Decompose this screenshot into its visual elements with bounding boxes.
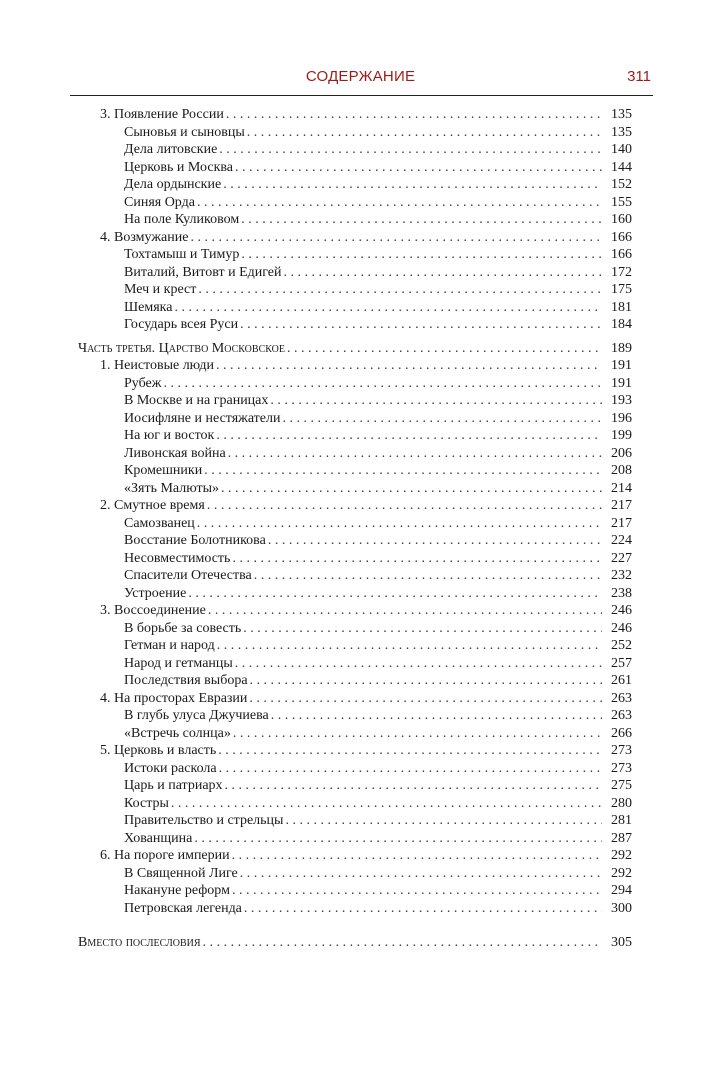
- toc-chapter-entry[interactable]: [0, 742, 632, 760]
- toc-entry-title: Гетман и народ: [124, 638, 215, 653]
- toc-dot-leader: [188, 585, 602, 603]
- toc-entry-title: В Москве и на границах: [124, 393, 269, 408]
- toc-part-entry[interactable]: [0, 934, 632, 952]
- toc-entry-title: На юг и восток: [124, 428, 215, 443]
- toc-entry-title: В Священной Лиге: [124, 865, 238, 881]
- toc-subsection-entry[interactable]: [0, 865, 632, 883]
- toc-entry-page: 227: [611, 550, 632, 566]
- toc-dot-leader: [221, 480, 602, 498]
- toc-chapter-entry[interactable]: [0, 497, 632, 515]
- toc-entry-title: Церковь и Москва: [124, 159, 234, 175]
- toc-subsection-entry[interactable]: [0, 637, 632, 655]
- toc-dot-leader: [216, 427, 602, 445]
- toc-dot-leader: [232, 847, 602, 865]
- toc-entry-title: Царь и патриарх: [124, 778, 223, 793]
- toc-chapter-entry[interactable]: [0, 602, 632, 620]
- toc-dot-leader: [190, 229, 602, 247]
- toc-entry-page: 292: [611, 865, 632, 881]
- toc-entry-page: 273: [611, 760, 632, 776]
- toc-entry-page: 263: [611, 708, 632, 723]
- toc-entry-page: 263: [611, 690, 632, 706]
- toc-dot-leader: [240, 316, 602, 334]
- toc-dot-leader: [174, 299, 602, 317]
- toc-dot-leader: [198, 281, 602, 299]
- toc-entry-page: 144: [611, 159, 632, 175]
- toc-part-entry[interactable]: [0, 340, 632, 358]
- toc-entry-page: 135: [611, 107, 632, 122]
- toc-subsection-entry[interactable]: [0, 812, 632, 830]
- toc-entry-page: 206: [611, 445, 632, 461]
- toc-dot-leader: [271, 707, 602, 725]
- toc-subsection-entry[interactable]: [0, 211, 632, 229]
- toc-entry-page: 273: [611, 743, 632, 758]
- toc-entry-page: 280: [611, 795, 632, 811]
- toc-subsection-entry[interactable]: [0, 264, 632, 282]
- toc-entry-title: Накануне реформ: [124, 883, 230, 898]
- toc-entry-page: 196: [611, 410, 632, 426]
- toc-entry-title: «Зять Малюты»: [124, 480, 220, 496]
- toc-dot-leader: [204, 462, 602, 480]
- toc-dot-leader: [284, 264, 603, 282]
- toc-subsection-entry[interactable]: [0, 316, 632, 334]
- page-number: 311: [627, 68, 651, 85]
- toc-entry-page: 208: [611, 463, 632, 478]
- running-header-title: СОДЕРЖАНИЕ: [305, 68, 416, 85]
- toc-subsection-entry[interactable]: [0, 462, 632, 480]
- toc-entry-page: 175: [611, 282, 632, 297]
- toc-dot-leader: [287, 340, 602, 358]
- toc-dot-leader: [250, 672, 602, 690]
- toc-entry-title: Петровская легенда: [124, 900, 242, 916]
- toc-entry-page: 191: [611, 375, 632, 391]
- toc-entry-title: Несовместимость: [124, 550, 231, 566]
- toc-subsection-entry[interactable]: [0, 707, 632, 725]
- toc-dot-leader: [268, 532, 602, 550]
- toc-entry-title: 2. Смутное время: [100, 498, 205, 513]
- toc-dot-leader: [219, 141, 602, 159]
- toc-subsection-entry[interactable]: [0, 900, 632, 918]
- toc-subsection-entry[interactable]: [0, 375, 632, 393]
- toc-entry-title: 5. Церковь и власть: [100, 743, 217, 758]
- toc-dot-leader: [218, 742, 602, 760]
- header-rule: [70, 95, 653, 96]
- toc-dot-leader: [217, 637, 602, 655]
- toc-entry-title: 6. На пороге империи: [100, 848, 230, 863]
- toc-entry-page: 217: [611, 498, 632, 513]
- toc-entry-page: 305: [611, 935, 632, 950]
- toc-entry-title: Народ и гетманцы: [124, 655, 233, 671]
- toc-dot-leader: [225, 777, 602, 795]
- toc-entry-title: Синяя Орда: [124, 194, 195, 210]
- toc-subsection-entry[interactable]: [0, 760, 632, 778]
- toc-entry-page: 238: [611, 585, 632, 601]
- toc-dot-leader: [244, 900, 602, 918]
- toc-entry-page: 287: [611, 830, 632, 846]
- toc-dot-leader: [163, 375, 602, 393]
- toc-dot-leader: [207, 497, 602, 515]
- toc-entry-title: Часть третья. Царство Московское: [78, 340, 285, 356]
- toc-dot-leader: [194, 830, 602, 848]
- toc-subsection-entry[interactable]: [0, 777, 632, 795]
- toc-dot-leader: [243, 620, 602, 638]
- toc-dot-leader: [208, 602, 602, 620]
- toc-dot-leader: [223, 176, 602, 194]
- toc-entry-page: 217: [611, 515, 632, 531]
- toc-dot-leader: [247, 124, 602, 142]
- toc-chapter-entry[interactable]: [0, 357, 632, 375]
- toc-subsection-entry[interactable]: [0, 567, 632, 585]
- toc-entry-title: Кромешники: [124, 463, 203, 478]
- toc-entry-title: Вместо послесловия: [78, 935, 201, 950]
- toc-entry-page: 189: [611, 340, 632, 356]
- toc-entry-title: Виталий, Витовт и Едигей: [124, 264, 282, 280]
- toc-entry-title: Государь всея Руси: [124, 317, 239, 332]
- toc-dot-leader: [240, 865, 602, 883]
- toc-entry-title: Сыновья и сыновцы: [124, 124, 245, 140]
- table-of-contents: [0, 106, 721, 952]
- toc-subsection-entry[interactable]: [0, 620, 632, 638]
- toc-dot-leader: [285, 812, 602, 830]
- toc-subsection-entry[interactable]: [0, 124, 632, 142]
- toc-entry-title: Хованщина: [124, 830, 193, 846]
- toc-chapter-entry[interactable]: [0, 229, 632, 247]
- toc-entry-title: Костры: [124, 795, 169, 811]
- toc-entry-page: 181: [611, 299, 632, 315]
- toc-entry-title: Последствия выбора: [124, 673, 248, 688]
- toc-dot-leader: [226, 106, 602, 124]
- toc-subsection-entry[interactable]: [0, 515, 632, 533]
- toc-entry-page: 252: [611, 638, 632, 653]
- toc-entry-page: 232: [611, 568, 632, 583]
- toc-entry-page: 300: [611, 900, 632, 916]
- toc-subsection-entry[interactable]: [0, 410, 632, 428]
- toc-entry-title: На поле Куликовом: [124, 212, 240, 227]
- toc-entry-title: 4. Возмужание: [100, 229, 189, 245]
- toc-entry-page: 160: [611, 212, 632, 227]
- toc-entry-page: 224: [611, 533, 632, 548]
- toc-entry-title: Устроение: [124, 585, 187, 601]
- toc-entry-page: 281: [611, 813, 632, 828]
- toc-entry-title: Ливонская война: [124, 445, 226, 461]
- toc-dot-leader: [241, 211, 602, 229]
- toc-entry-title: «Встречь солнца»: [124, 725, 231, 741]
- toc-entry-page: 166: [611, 229, 632, 245]
- toc-entry-page: 193: [611, 393, 632, 408]
- toc-entry-title: Меч и крест: [124, 282, 197, 297]
- toc-entry-page: 275: [611, 778, 632, 793]
- toc-entry-title: Истоки раскола: [124, 760, 217, 776]
- toc-entry-title: Восстание Болотникова: [124, 533, 266, 548]
- toc-subsection-entry[interactable]: [0, 672, 632, 690]
- toc-dot-leader: [254, 567, 602, 585]
- toc-entry-title: Иосифляне и нестяжатели: [124, 410, 281, 426]
- toc-dot-leader: [233, 725, 602, 743]
- toc-subsection-entry[interactable]: [0, 882, 632, 900]
- toc-subsection-entry[interactable]: [0, 281, 632, 299]
- toc-dot-leader: [203, 934, 602, 952]
- toc-subsection-entry[interactable]: [0, 830, 632, 848]
- toc-entry-title: Спасители Отечества: [124, 568, 252, 583]
- toc-entry-title: В борьбе за совесть: [124, 620, 242, 636]
- toc-entry-title: Тохтамыш и Тимур: [124, 247, 240, 262]
- toc-dot-leader: [283, 410, 603, 428]
- toc-dot-leader: [241, 246, 602, 264]
- toc-entry-page: 166: [611, 247, 632, 262]
- toc-entry-page: 199: [611, 428, 632, 443]
- toc-entry-page: 214: [611, 480, 632, 496]
- toc-entry-title: Правительство и стрельцы: [124, 813, 284, 828]
- toc-chapter-entry[interactable]: [0, 106, 632, 124]
- toc-entry-title: 4. На просторах Евразии: [100, 690, 248, 706]
- toc-entry-title: Дела литовские: [124, 142, 218, 157]
- toc-subsection-entry[interactable]: [0, 725, 632, 743]
- toc-dot-leader: [235, 159, 602, 177]
- toc-subsection-entry[interactable]: [0, 299, 632, 317]
- toc-entry-page: 294: [611, 883, 632, 898]
- toc-entry-page: 172: [611, 264, 632, 280]
- toc-subsection-entry[interactable]: [0, 532, 632, 550]
- toc-subsection-entry[interactable]: [0, 159, 632, 177]
- toc-entry-page: 261: [611, 673, 632, 688]
- toc-subsection-entry[interactable]: [0, 194, 632, 212]
- toc-subsection-entry[interactable]: [0, 585, 632, 603]
- toc-dot-leader: [235, 655, 602, 673]
- toc-entry-title: В глубь улуса Джучиева: [124, 708, 269, 723]
- toc-dot-leader: [270, 392, 602, 410]
- toc-entry-title: Дела ордынские: [124, 177, 222, 192]
- toc-subsection-entry[interactable]: [0, 246, 632, 264]
- toc-entry-title: 1. Неистовые люди: [100, 358, 215, 373]
- toc-dot-leader: [197, 194, 602, 212]
- toc-chapter-entry[interactable]: [0, 690, 632, 708]
- toc-entry-page: 135: [611, 124, 632, 140]
- toc-entry-page: 266: [611, 725, 632, 741]
- toc-subsection-entry[interactable]: [0, 392, 632, 410]
- toc-subsection-entry[interactable]: [0, 655, 632, 673]
- toc-subsection-entry[interactable]: [0, 445, 632, 463]
- toc-chapter-entry[interactable]: [0, 847, 632, 865]
- toc-dot-leader: [232, 882, 602, 900]
- toc-dot-leader: [197, 515, 602, 533]
- toc-entry-title: Рубеж: [124, 375, 162, 391]
- toc-dot-leader: [228, 445, 602, 463]
- toc-entry-page: 292: [611, 848, 632, 863]
- section-gap: [0, 917, 721, 934]
- toc-entry-page: 152: [611, 177, 632, 192]
- toc-dot-leader: [249, 690, 602, 708]
- toc-dot-leader: [171, 795, 602, 813]
- toc-subsection-entry[interactable]: [0, 141, 632, 159]
- toc-entry-page: 257: [611, 655, 632, 671]
- toc-dot-leader: [216, 357, 602, 375]
- toc-subsection-entry[interactable]: [0, 480, 632, 498]
- toc-entry-title: Самозванец: [124, 515, 195, 531]
- toc-entry-title: 3. Появление России: [100, 107, 224, 122]
- toc-entry-title: 3. Воссоединение: [100, 603, 206, 618]
- toc-dot-leader: [232, 550, 602, 568]
- toc-subsection-entry[interactable]: [0, 427, 632, 445]
- toc-dot-leader: [219, 760, 602, 778]
- toc-subsection-entry[interactable]: [0, 176, 632, 194]
- toc-entry-page: 184: [611, 317, 632, 332]
- toc-entry-page: 191: [611, 358, 632, 373]
- toc-subsection-entry[interactable]: [0, 550, 632, 568]
- toc-entry-title: Шемяка: [124, 299, 173, 315]
- toc-entry-page: 140: [611, 142, 632, 157]
- toc-entry-page: 246: [611, 620, 632, 636]
- toc-subsection-entry[interactable]: [0, 795, 632, 813]
- toc-entry-page: 246: [611, 603, 632, 618]
- toc-entry-page: 155: [611, 194, 632, 210]
